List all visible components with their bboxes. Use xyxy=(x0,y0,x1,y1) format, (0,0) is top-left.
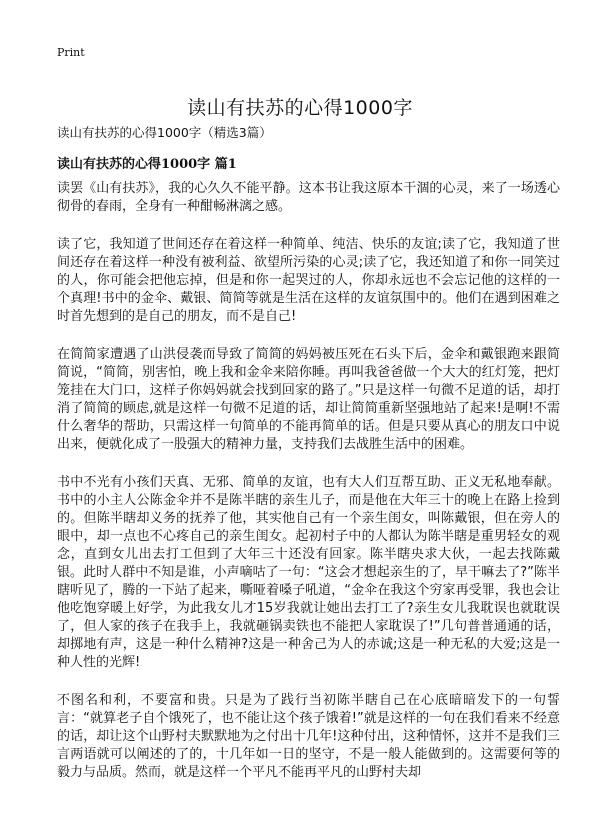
paragraph-5: 不图名和利，不要富和贵。只是为了践行当初陈半瞎自己在心底暗暗发下的一句誓言：“就算老子自个饿死了，也不能让这个孩子饿着!”就是这样的一句在我们看来不经意的话，却让这个山野村夫默默地为之付出十几年!这种付出，这种情怀，这并不是我们三言两语就可以阐述的了的，十几年如一日的坚守，不是一般人能做到的。这需要何等的毅力与品质。然而，就是这样一个平凡不能再平凡的山野村夫却 xyxy=(57,693,560,780)
paragraph-2: 读了它，我知道了世间还存在着这样一种简单、纯洁、快乐的友谊;读了它，我知道了世间还存在着这样一种没有被利益、欲望所污染的心灵;读了它，我还知道了和你一同笑过的人，你可能会把他忘掉，但是和你一起哭过的人，你却永远也不会忘记他的这样的一个真理!书中的金伞、戴银、简简等就是生活在这样的友谊氛围中的。他们在遇到困难之时首先想到的是自己的朋友，而不是自己! xyxy=(57,237,560,324)
paragraph-3: 在简简家遭遇了山洪侵袭而导致了简简的妈妈被压死在石头下后，金伞和戴银跑来跟简简说，“简简，别害怕，晚上我和金伞来陪你睡。再叫我爸爸做一个大大的红灯笼，把灯笼挂在大门口，这样子你妈妈就会找到回家的路了。”只是这样一句微不足道的话，却打消了简简的顾虑,就是这样一句微不足道的话，却让简简重新坚强地站了起来!是啊!不需什么奢华的帮助，只需这样一句简单的不能再简单的话。但是只要从真心的朋友口中说出来，便就化成了一股强大的精神力量，支持我们去战胜生活中的困难。 xyxy=(57,347,560,452)
print-link[interactable]: Print xyxy=(57,46,85,59)
document-body xyxy=(57,180,560,802)
paragraph-4: 书中不光有小孩们天真、无邪、简单的友谊，也有大人们互帮互助、正义无私地奉献。书中的小主人公陈金伞并不是陈半瞎的亲生儿子，而是他在大年三十的晚上在路上捡到的。但陈半瞎却义务的抚养了他，其实他自己有一个亲生闺女，叫陈戴银，但在旁人的眼中，却一点也不心疼自己的亲生闺女。起初村子中的人都认为陈半瞎是重男轻女的观念，直到女儿出去打工但到了大年三十还没有回家。陈半瞎央求大伙，一起去找陈戴银。此时人群中不知是谁，小声嘀咕了一句：“这会才想起亲生的了，早干嘛去了?”陈半瞎听见了，腾的一下站了起来，嘶哑着嗓子吼道，“金伞在我这个穷家再受罪，我也会让他吃饱穿暖上好学，为此我女儿才15岁我就让她出去打工了?亲生女儿我耽误也就耽误了，但人家的孩子在我手上，我就砸锅卖铁也不能把人家耽误了!”几句普普通通的话，却掷地有声，这是一种什么精神?这是一种舍己为人的赤诚;这是一种无私的大爱;这是一种人性的光辉! xyxy=(57,475,560,670)
section-heading: 读山有扶苏的心得1000字 篇1 xyxy=(57,157,237,172)
document-subtitle: 读山有扶苏的心得1000字（精选3篇） xyxy=(57,125,272,140)
document-title: 读山有扶苏的心得1000字 xyxy=(187,96,413,119)
paragraph-1: 读罢《山有扶苏》，我的心久久不能平静。这本书让我这原本干涸的心灵，来了一场透心彻骨的春雨，全身有一种酣畅淋漓之感。 xyxy=(57,181,560,214)
